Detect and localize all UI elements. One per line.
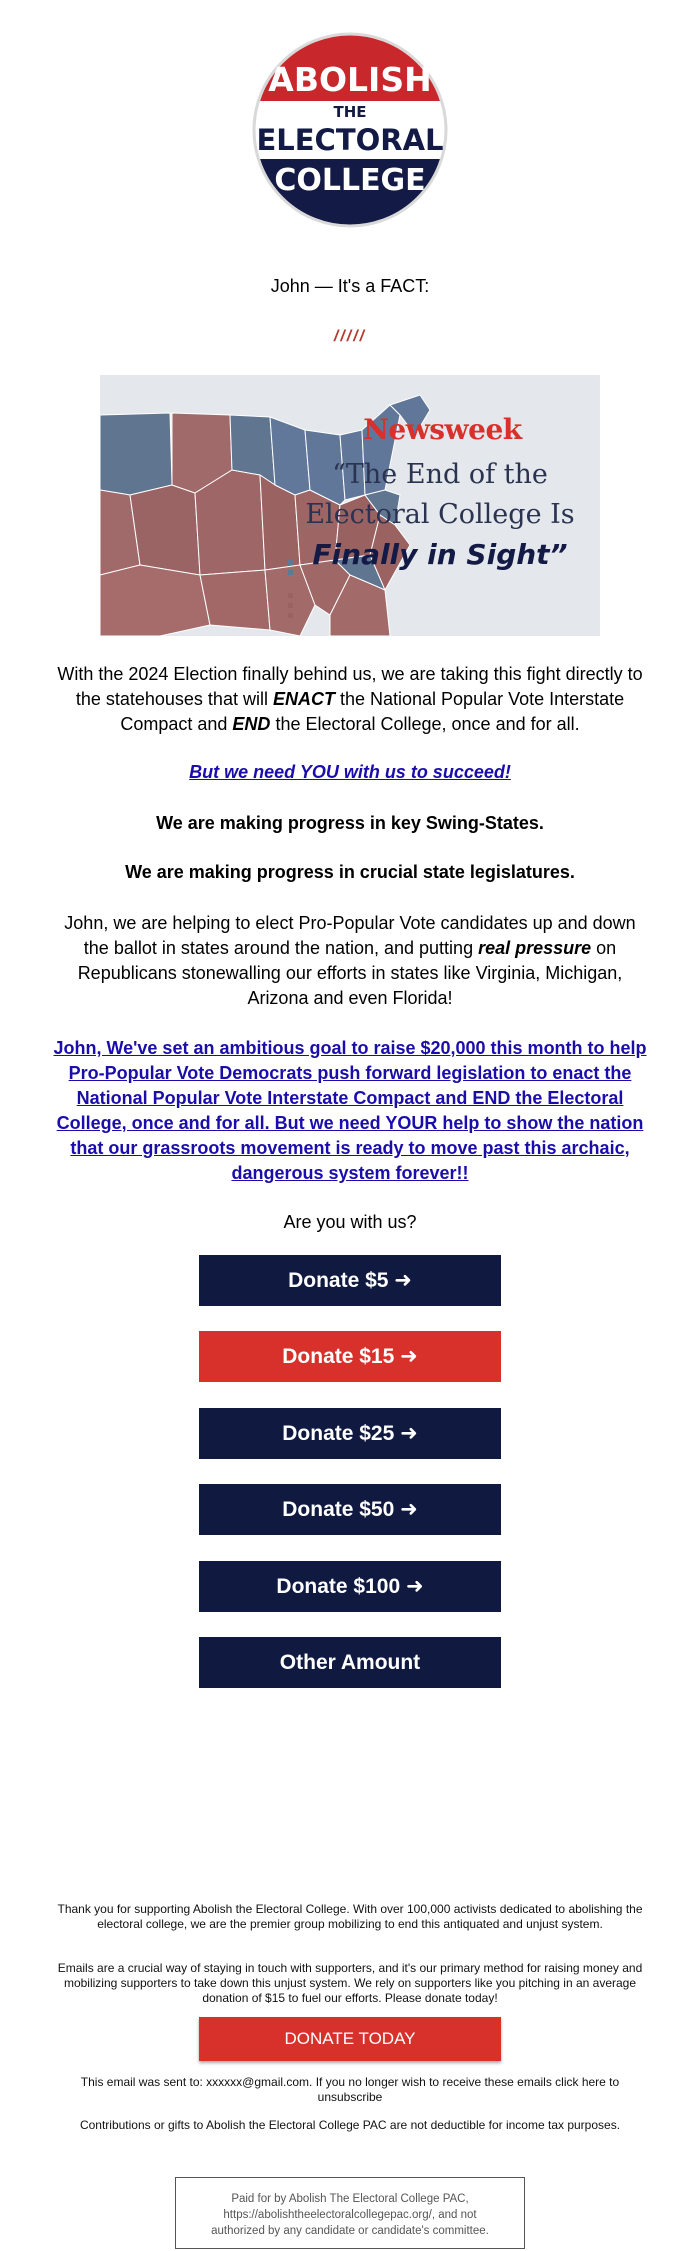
- abolish-electoral-college-logo: [251, 31, 449, 229]
- hero-quote-line2: Electoral College Is: [305, 499, 575, 530]
- goal-link[interactable]: John, We've set an ambitious goal to raise $20,000 this month to help Pro-Popular Vote Democrats push forward legislation to enact the National Popular Vote Interstate Compact and END the Electoral College, once and for all. But we need YOUR help to show the nation that our grassroots movement is ready to move past this archaic, dangerous system forever!!: [53, 1038, 647, 1183]
- footer-contributions: Contributions or gifts to Abolish the Electoral College PAC are not deductible for income tax purposes.: [79, 2118, 621, 2132]
- hero-quote-line3: Finally in Sight”: [312, 538, 568, 571]
- intro-text-c: the Electoral College, once and for all.: [270, 714, 580, 734]
- paid-for-line2[interactable]: https://abolishtheelectoralcollegepac.org/, and not: [223, 2209, 477, 2221]
- newsweek-hero-image[interactable]: [100, 375, 600, 636]
- donate-15-button[interactable]: Donate $15 ➜: [199, 1331, 501, 1382]
- swing-states-text: We are making progress in key Swing-States.: [156, 813, 544, 833]
- donate-5-button[interactable]: Donate $5 ➜: [199, 1255, 501, 1306]
- footer-emails: Emails are a crucial way of staying in touch with supporters, and it's our primary method for raising money and mobilizing supporters to take down this unjust system. We rely on supporters like you pitching in an average donation of $15 to fuel our efforts. Please donate today!: [57, 1961, 643, 2005]
- intro-end: END: [232, 714, 271, 734]
- paid-for-box: [175, 2177, 525, 2249]
- donate-50-button[interactable]: Donate $50 ➜: [199, 1484, 501, 1535]
- donate-today-button[interactable]: DONATE TODAY: [199, 2017, 501, 2061]
- intro-enact: ENACT: [272, 689, 335, 709]
- other-amount-button[interactable]: Other Amount: [199, 1637, 501, 1688]
- intro-text-a: With the 2024 Election finally behind us, we are taking this fight directly to the statehouses that will: [57, 664, 643, 709]
- footer-sent-to[interactable]: This email was sent to: xxxxxx@gmail.com. If you no longer wish to receive these emails click here to unsubscribe: [80, 2075, 620, 2104]
- pressure-text-a: John, we are helping to elect Pro-Popular Vote candidates up and down the ballot in states around the nation, and putting: [64, 913, 636, 958]
- pressure-emphasis: real pressure: [478, 938, 592, 958]
- divider-slashes: /////: [333, 328, 367, 345]
- intro-paragraph: [55, 662, 645, 737]
- paid-for-line3: authorized by any candidate or candidate's committee.: [211, 2225, 489, 2237]
- greeting: John — It's a FACT:: [270, 276, 430, 296]
- logo-text-college: COLLEGE: [274, 163, 426, 198]
- need-you-link[interactable]: But we need YOU with us to succeed!: [189, 762, 511, 782]
- pressure-paragraph: [55, 911, 645, 1011]
- logo-text-abolish: ABOLISH: [268, 60, 432, 99]
- intro-text-b: the National Popular Vote Interstate Compact and: [120, 689, 625, 734]
- donate-25-button[interactable]: Donate $25 ➜: [199, 1408, 501, 1459]
- footer-thanks: Thank you for supporting Abolish the Electoral College. With over 100,000 activists dedicated to abolishing the electoral college, we are the premier group mobilizing to end this antiquated and unjust system.: [57, 1902, 643, 1931]
- paid-for-line1: Paid for by Abolish The Electoral College PAC,: [231, 2193, 469, 2205]
- donate-100-button[interactable]: Donate $100 ➜: [199, 1561, 501, 1612]
- logo-text-the: THE: [333, 103, 367, 121]
- legislatures-text: We are making progress in crucial state legislatures.: [125, 862, 575, 882]
- hero-quote-line1: “The End of the: [332, 459, 548, 490]
- pressure-text-b: on Republicans stonewalling our efforts in states like Virginia, Michigan, Arizona and even Florida!: [77, 938, 623, 1008]
- logo-text-electoral: ELECTORAL: [256, 123, 444, 157]
- newsweek-wordmark: Newsweek: [363, 413, 522, 446]
- are-you-with-us: Are you with us?: [283, 1212, 417, 1232]
